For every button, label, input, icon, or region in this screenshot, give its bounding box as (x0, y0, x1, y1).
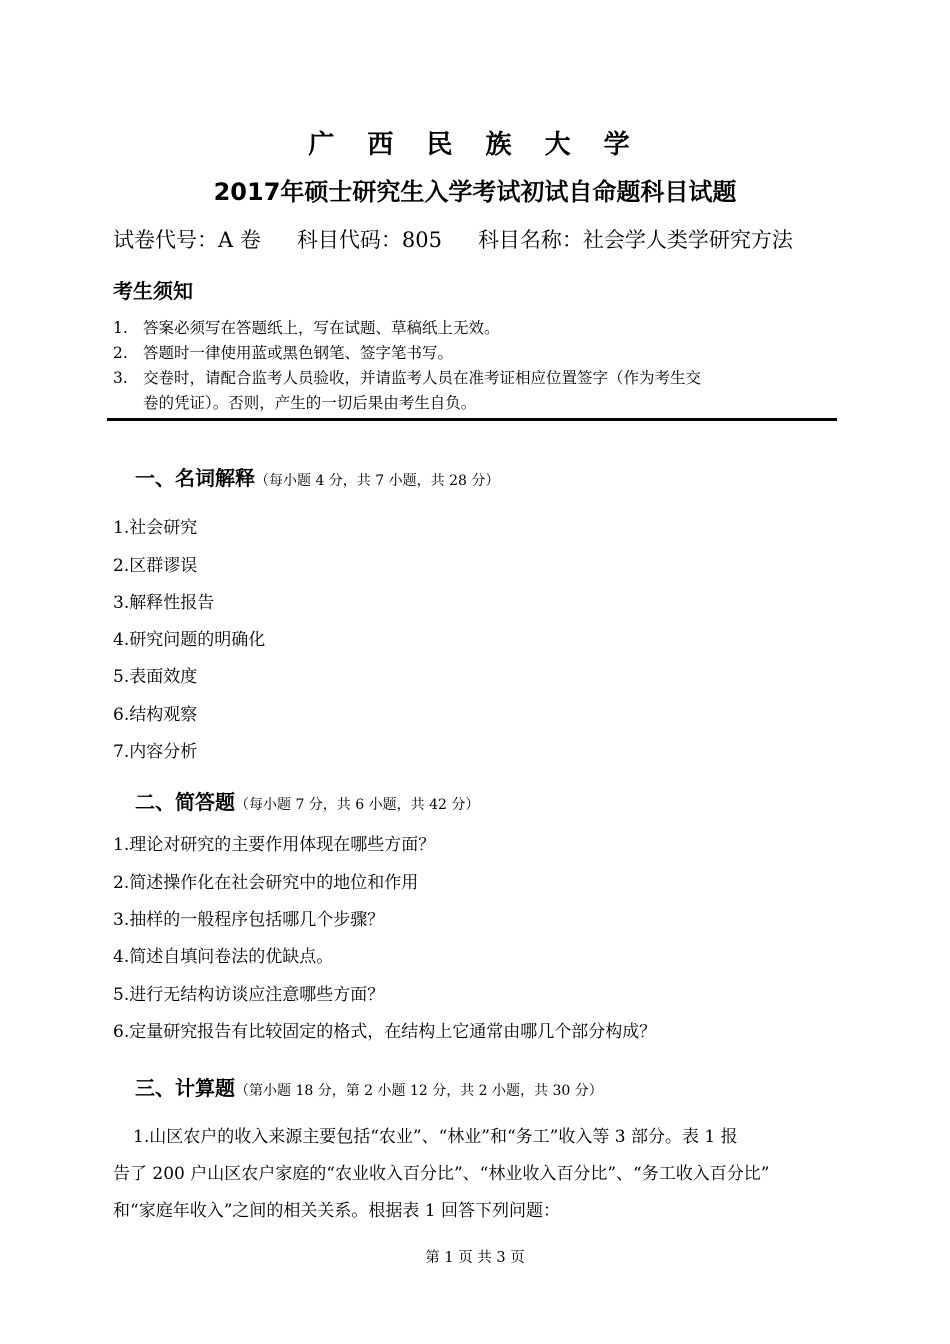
notice-item-number: 2. (113, 344, 128, 362)
paper-code: 试卷代号：A 卷 (113, 228, 261, 252)
subject-name: 科目名称：社会学人类学研究方法 (477, 228, 793, 252)
divider-rule (107, 418, 837, 421)
notice-item (113, 341, 453, 363)
list-item: 5.表面效度 (113, 667, 198, 687)
list-item: 4.研究问题的明确化 (113, 630, 266, 650)
section-heading (135, 1072, 603, 1101)
paragraph-line: 和“家庭年收入”之间的相关关系。根据表 1 回答下列问题： (113, 1201, 561, 1221)
notice-item-number: 3. (113, 369, 128, 387)
notice-item-text: 答案必须写在答题纸上，写在试题、草稿纸上无效。 (143, 319, 500, 337)
section-title: 二、简答题 (135, 790, 235, 814)
notice-item-text: 答题时一律使用蓝或黑色钢笔、签字笔书写。 (143, 344, 454, 362)
list-item: 2.区群谬误 (113, 556, 198, 576)
list-item: 7.内容分析 (113, 742, 198, 762)
university-title: 广 西 民 族 大 学 (308, 130, 642, 160)
list-item: 4.简述自填问卷法的优缺点。 (113, 947, 334, 967)
section-note: （每小题 4 分，共 7 小题，共 28 分） (255, 473, 500, 489)
list-item: 1.社会研究 (113, 518, 198, 538)
list-item: 5.进行无结构访谈应注意哪些方面？ (113, 985, 385, 1005)
section-title: 一、名词解释 (135, 466, 255, 490)
list-item: 6.结构观察 (113, 705, 198, 725)
notice-item-continuation: 卷的凭证）。否则，产生的一切后果由考生自负。 (143, 394, 477, 412)
page-footer: 第 1 页 共 3 页 (425, 1250, 525, 1266)
section-heading (135, 462, 499, 491)
notice-heading: 考生须知 (113, 279, 193, 303)
notice-item (113, 366, 701, 388)
paragraph-line: 1.山区农户的收入来源主要包括“农业”、“林业”和“务工”收入等 3 部分。表 1 报 (133, 1127, 738, 1147)
subject-code: 科目代码：805 (296, 228, 442, 252)
notice-item (113, 316, 500, 338)
section-title: 三、计算题 (135, 1076, 235, 1100)
exam-title: 2017年硕士研究生入学考试初试自命题科目试题 (213, 178, 737, 206)
notice-item-text: 交卷时，请配合监考人员验收，并请监考人员在准考证相应位置签字（作为考生交 (143, 369, 702, 387)
list-item: 3.解释性报告 (113, 593, 215, 613)
list-item: 1.理论对研究的主要作用体现在哪些方面？ (113, 835, 436, 855)
section-heading (135, 786, 479, 815)
paragraph-line: 告了 200 户山区农户家庭的“农业收入百分比”、“林业收入百分比”、“务工收入百分比” (113, 1164, 770, 1184)
list-item: 2.简述操作化在社会研究中的地位和作用 (113, 873, 419, 893)
section-note: （第小题 18 分，第 2 小题 12 分，共 2 小题，共 30 分） (235, 1083, 603, 1099)
exam-meta (113, 224, 793, 254)
section-note: （每小题 7 分，共 6 小题，共 42 分） (235, 797, 480, 813)
notice-item-number: 1. (113, 319, 128, 337)
list-item: 6.定量研究报告有比较固定的格式，在结构上它通常由哪几个部分构成？ (113, 1022, 657, 1042)
list-item: 3.抽样的一般程序包括哪几个步骤？ (113, 910, 385, 930)
